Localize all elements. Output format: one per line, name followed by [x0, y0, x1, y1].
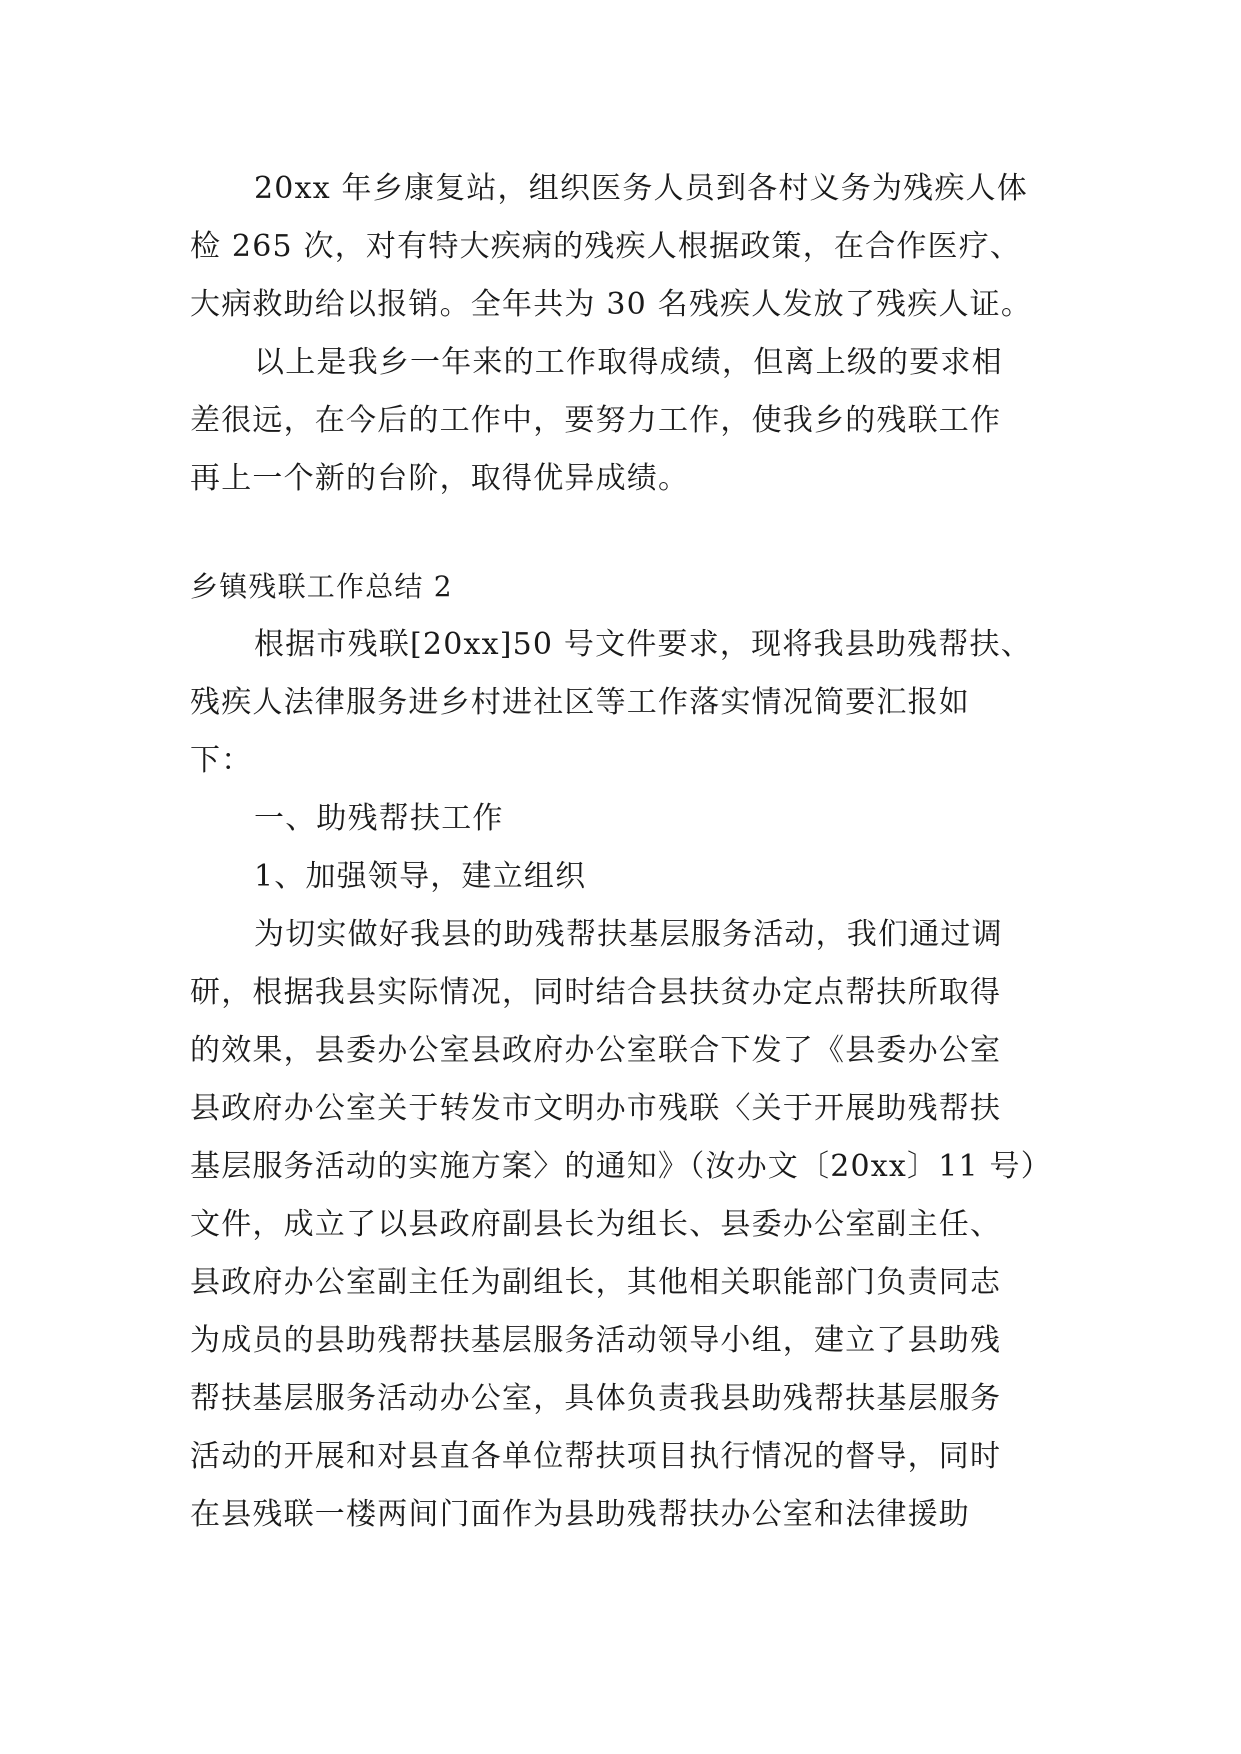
text-line: 根据市残联[20xx]50 号文件要求，现将我县助残帮扶、 [254, 627, 1032, 662]
text-line: 以上是我乡一年来的工作取得成绩，但离上级的要求相 [254, 345, 1003, 380]
heading-level-2: 1、加强领导，建立组织 [254, 859, 587, 894]
paragraph-rehab-station [190, 160, 1050, 334]
text-line: 20xx 年乡康复站，组织医务人员到各村义务为残疾人体 [254, 171, 1028, 206]
section-spacer [190, 508, 1050, 558]
heading-level-1: 一、助残帮扶工作 [254, 801, 504, 836]
text-line: 帮扶基层服务活动办公室，具体负责我县助残帮扶基层服务 [190, 1381, 1002, 1416]
document-body [190, 160, 1050, 1544]
text-line: 检 265 次，对有特大疾病的残疾人根据政策，在合作医疗、 [190, 229, 1022, 264]
paragraph-intro [190, 616, 1050, 790]
text-line: 县政府办公室副主任为副组长，其他相关职能部门负责同志 [190, 1265, 1002, 1300]
text-line: 基层服务活动的实施方案〉的通知》（汝办文〔20xx〕11 号） [190, 1149, 1052, 1184]
text-line: 大病救助给以报销。全年共为 30 名残疾人发放了残疾人证。 [190, 287, 1033, 322]
paragraph-summary [190, 334, 1050, 508]
text-line: 下： [190, 743, 253, 778]
text-line: 在县残联一楼两间门面作为县助残帮扶办公室和法律援助 [190, 1497, 970, 1532]
text-line: 为切实做好我县的助残帮扶基层服务活动，我们通过调 [254, 917, 1003, 952]
text-line: 为成员的县助残帮扶基层服务活动领导小组，建立了县助残 [190, 1323, 1002, 1358]
section-title: 乡镇残联工作总结 2 [190, 570, 453, 603]
text-line: 残疾人法律服务进乡村进社区等工作落实情况简要汇报如 [190, 685, 970, 720]
text-line: 差很远，在今后的工作中，要努力工作，使我乡的残联工作 [190, 403, 1002, 438]
text-line: 研，根据我县实际情况，同时结合县扶贫办定点帮扶所取得 [190, 975, 1002, 1010]
text-line: 县政府办公室关于转发市文明办市残联〈关于开展助残帮扶 [190, 1091, 1002, 1126]
paragraph-organization [190, 906, 1050, 1544]
text-line: 再上一个新的台阶，取得优异成绩。 [190, 461, 690, 496]
text-line: 文件，成立了以县政府副县长为组长、县委办公室副主任、 [190, 1207, 1002, 1242]
text-line: 的效果，县委办公室县政府办公室联合下发了《县委办公室 [190, 1033, 1002, 1068]
text-line: 活动的开展和对县直各单位帮扶项目执行情况的督导，同时 [190, 1439, 1002, 1474]
